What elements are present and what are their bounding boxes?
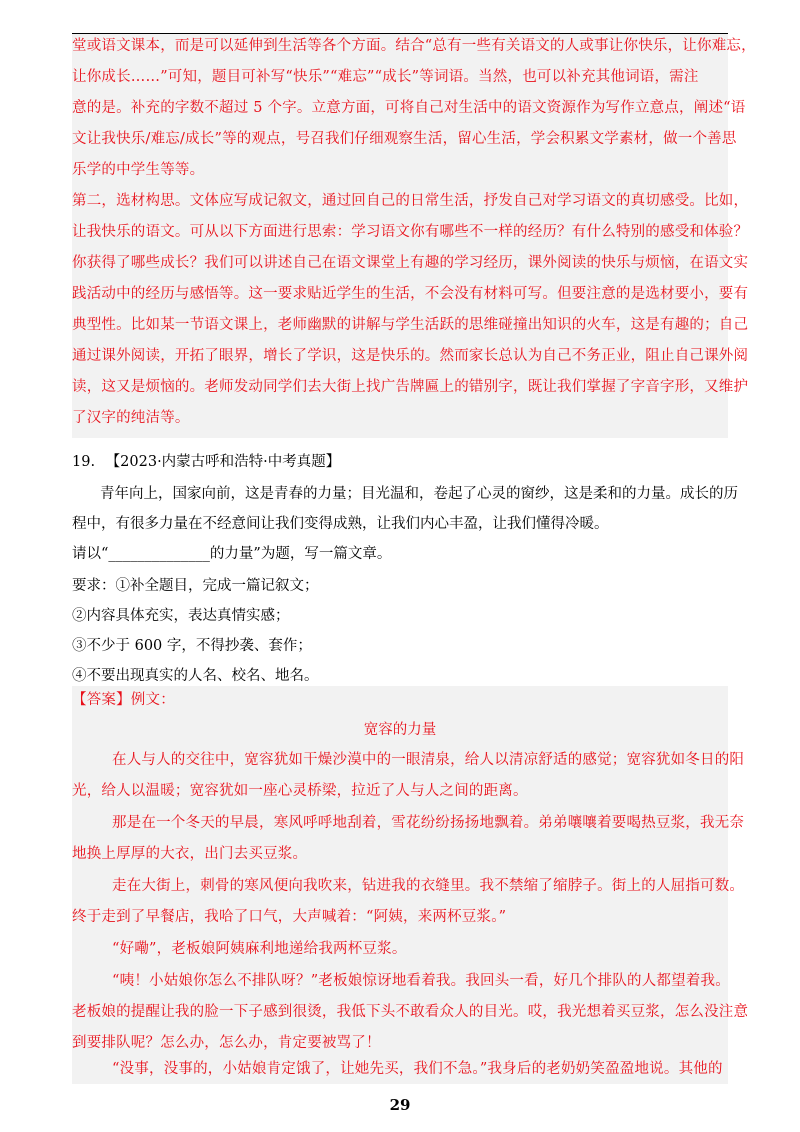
answer-block	[72, 686, 749, 1084]
analysis-line: 典型性。比如某一节语文课上，老师幽默的讲解与学生活跃的思维碰撞出知识的火车，这是有趣的；自己	[72, 317, 749, 333]
question-requirement: ③不少于 600 字，不得抄袭、套作；	[72, 638, 312, 654]
question-prompt-line: 青年向上，国家向前，这是青春的力量；目光温和，卷起了心灵的窗纱，这是柔和的力量。成长的历	[100, 486, 738, 502]
question-instruction: 请以“______________的力量”为题，写一篇文章。	[72, 546, 392, 562]
essay-line: 到要排队呢？怎么办，怎么办，肯定要被骂了！	[72, 1035, 381, 1051]
analysis-line: 意的是。补充的字数不超过 5 个字。立意方面，可将自己对生活中的语文资源作为写作立意点，阐述“语	[72, 100, 746, 116]
essay-line: 地换上厚厚的大衣，出门去买豆浆。	[72, 846, 308, 862]
essay-title: 宽容的力量	[363, 722, 437, 738]
analysis-line: 通过课外阅读，开拓了眼界，增长了学识，这是快乐的。然而家长总认为自己不务正业，阻止自己课外阅	[72, 348, 749, 364]
question-requirement: 要求：①补全题目，完成一篇记叙文；	[72, 578, 319, 594]
question-prompt-line: 程中，有很多力量在不经意间让我们变得成熟，让我们内心丰盈，让我们懂得冷暖。	[72, 516, 609, 532]
analysis-line: 文让我快乐/难忘/成长”等的观点，号召我们仔细观察生活，留心生活，学会积累文学素材，做一个善思	[72, 131, 737, 147]
analysis-line: 乐学的中学生等等。	[72, 162, 205, 178]
analysis-block	[72, 34, 756, 438]
analysis-line: 了汉字的纯洁等。	[72, 410, 190, 426]
page-number: 29	[389, 1096, 411, 1114]
analysis-line: 你获得了哪些成长？我们可以讲述自己在语文课堂上有趣的学习经历，课外阅读的快乐与烦恼，在语文实	[72, 255, 749, 271]
answer-label: 【答案】例文：	[72, 692, 175, 708]
essay-line: 那是在一个冬天的早晨，寒风呼呼地刮着，雪花纷纷扬扬地飘着。弟弟嚷嚷着要喝热豆浆，我无奈	[112, 815, 745, 831]
analysis-line: 让你成长……”可知，题目可补写“快乐”“难忘”“成长”等词语。当然，也可以补充其他词语，需注	[72, 69, 699, 85]
essay-line: “咦！小姑娘你怎么不排队呀？”老板娘惊讶地看着我。我回头一看，好几个排队的人都望着我。	[112, 973, 730, 989]
essay-line: 光，给人以温暖；宽容犹如一座心灵桥梁，拉近了人与人之间的距离。	[72, 783, 528, 799]
question-requirement: ④不要出现真实的人名、校名、地名。	[72, 668, 319, 684]
essay-line: 在人与人的交往中，宽容犹如干燥沙漠中的一眼清泉，给人以清凉舒适的感觉；宽容犹如冬日的阳	[112, 752, 745, 768]
analysis-line: 第二，选材构思。文体应写成记叙文，通过回自己的日常生活，抒发自己对学习语文的真切感受。比如，	[72, 193, 749, 209]
analysis-line: 堂或语文课本，而是可以延伸到生活等各个方面。结合“总有一些有关语文的人或事让你快乐，让你难忘，	[72, 38, 756, 54]
question-requirement: ②内容具体充实，表达真情实感；	[72, 608, 290, 624]
essay-line: 老板娘的提醒让我的脸一下子感到很烫，我低下头不敢看众人的目光。哎，我光想着买豆浆，怎么没注意	[72, 1004, 749, 1020]
essay-line: “没事，没事的，小姑娘肯定饿了，让她先买，我们不急。”我身后的老奶奶笑盈盈地说。其他的	[112, 1061, 723, 1077]
essay-line: 走在大街上，刺骨的寒风便向我吹来，钻进我的衣缝里。我不禁缩了缩脖子。街上的人屈指可数。	[112, 878, 745, 894]
essay-line: 终于走到了早餐店，我哈了口气，大声喊着：“阿姨，来两杯豆浆。”	[72, 909, 507, 925]
question-number: 19.	[72, 454, 96, 470]
analysis-line: 践活动中的经历与感悟等。这一要求贴近学生的生活，不会没有材料可写。但要注意的是选材要小，要有	[72, 286, 749, 302]
analysis-line: 让我快乐的语文。可从以下方面进行思索：学习语文你有哪些不一样的经历？有什么特别的感受和体验？	[72, 224, 749, 240]
question-source: 【2023·内蒙古呼和浩特·中考真题】	[105, 454, 341, 470]
analysis-line: 读，这又是烦恼的。老师发动同学们去大街上找广告牌匾上的错别字，既让我们掌握了字音字形，又维护	[72, 379, 749, 395]
essay-line: “好嘞”，老板娘阿姨麻利地递给我两杯豆浆。	[112, 941, 407, 957]
question-header	[72, 452, 340, 472]
